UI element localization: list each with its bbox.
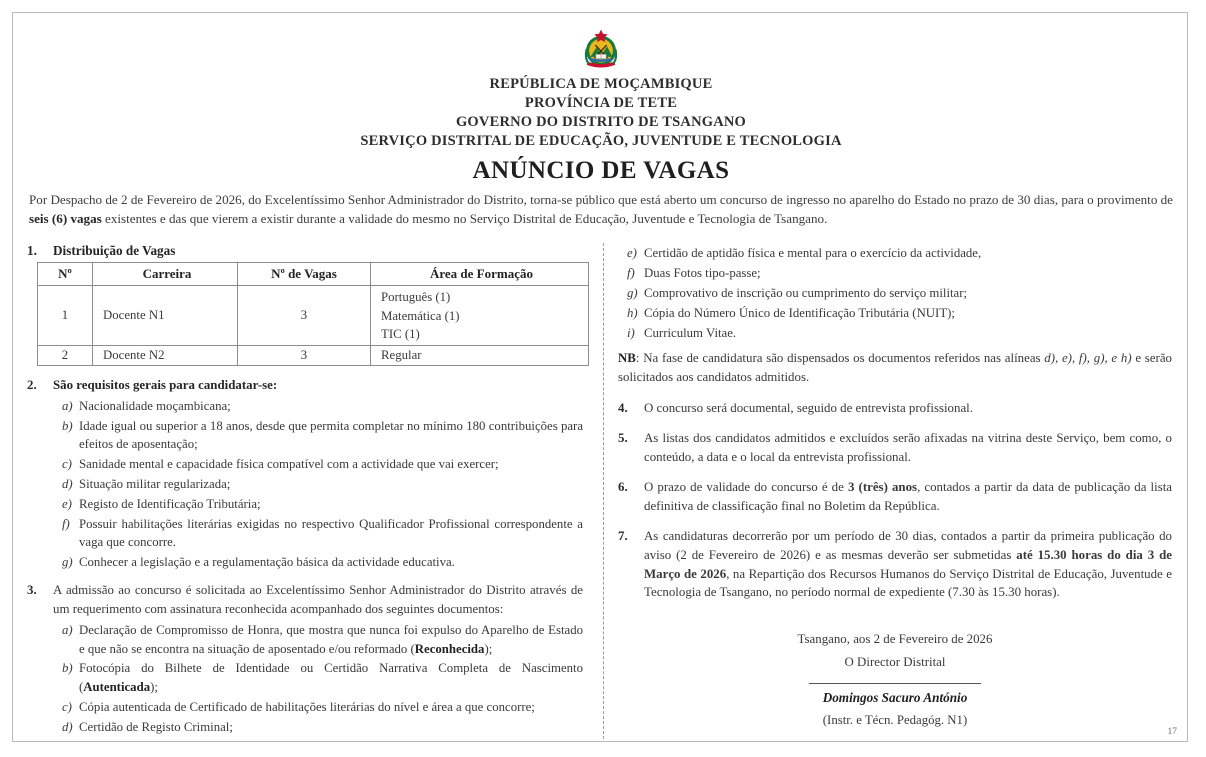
page-inner [27, 21, 1175, 733]
nb-label: NB [618, 351, 636, 366]
col-header-area: Área de Formação [371, 263, 589, 286]
section-5-text-before: As listas dos candidatos admitidos e excluídos serão afixadas na vitrina deste Serviço, bem como, o conteúdo, a data e o local da entrevista profissional. [644, 430, 1172, 464]
list-item [53, 495, 583, 514]
doc-marker-a: a) [62, 622, 73, 637]
nb-note [618, 349, 1172, 386]
intro-paragraph [27, 191, 1175, 229]
doc-text-c: Cópia autenticada de Certificado de habilitações literárias do nível e área a que concorre; [79, 700, 535, 715]
list-item [53, 455, 583, 474]
list-text-g: Conhecer a legislação e a regulamentação básica da actividade educativa. [79, 555, 455, 570]
right-column [612, 243, 1172, 738]
column-divider [603, 243, 604, 738]
list-item [618, 324, 1172, 343]
doc-text-f: Duas Fotos tipo-passe; [644, 266, 761, 281]
signature-block [618, 628, 1172, 731]
section-5-text [644, 429, 1172, 467]
org-line-governo: GOVERNO DO DISTRITO DE TSANGANO [455, 113, 747, 130]
mozambique-coat-of-arms-icon [579, 27, 623, 71]
area-line-portugues: Português (1) [381, 290, 451, 305]
doc-text-b-after: ); [150, 680, 158, 695]
signature-qualification: (Instr. e Técn. Pedagóg. N1) [822, 712, 968, 727]
cell-no-1: 1 [38, 286, 93, 345]
doc-text-b-bold: Autenticada [83, 680, 151, 695]
nb-text-before: : Na fase de candidatura são dispensados os documentos referidos nas alíneas [635, 351, 1045, 366]
table-header-row [38, 263, 589, 286]
col-header-vagas: Nº de Vagas [238, 263, 371, 286]
doc-text-d: Certidão de Registo Criminal; [79, 719, 233, 734]
doc-text-a-before: Declaração de Compromisso de Honra, que mostra que nunca foi expulso do Aparelho de Estado e que não se encontra na situação de aposentado e/ou reformado ( [79, 622, 583, 656]
cell-vagas-2: 3 [238, 345, 371, 365]
section-3-marker: 3. [27, 582, 37, 597]
signature-role-title: O Director Distrital [844, 655, 946, 670]
col-header-carreira: Carreira [93, 263, 238, 286]
list-item [53, 718, 583, 737]
col-header-no: Nº [38, 263, 93, 286]
org-line-servico: SERVIÇO DISTRITAL DE EDUCAÇÃO, JUVENTUDE E TECNOLOGIA [360, 132, 842, 149]
doc-text-b [79, 659, 583, 697]
section-3-heading [27, 581, 583, 619]
section-4-text-before: O concurso será documental, seguido de entrevista profissional. [644, 400, 973, 415]
list-marker-a: a) [62, 398, 73, 413]
section-2-list [27, 397, 583, 572]
org-line-provincia: PROVÍNCIA DE TETE [524, 94, 678, 111]
section-1-heading [27, 243, 583, 259]
cell-no-2: 2 [38, 345, 93, 365]
section-1-label: Distribuição de Vagas [53, 243, 176, 259]
section-3-label: A admissão ao concurso é solicitada ao Excelentíssimo Senhor Administrador do Distrito através de um requerimento com assinatura reconhecida acompanhado dos seguintes documentos: [53, 582, 583, 616]
list-item [618, 264, 1172, 283]
document-page [12, 12, 1188, 742]
doc-text-g: Comprovativo de inscrição ou cumprimento do serviço militar; [644, 285, 968, 300]
doc-text-i: Curriculum Vitae. [644, 325, 737, 340]
doc-marker-c: c) [62, 700, 72, 715]
list-marker-d: d) [62, 476, 73, 491]
section-5-marker: 5. [618, 430, 628, 445]
list-text-c: Sanidade mental e capacidade física compatível com a actividade que vai exercer; [79, 457, 499, 472]
section-6 [618, 478, 1172, 516]
section-7-bold: até 15.30 horas do dia 3 de Março de 2026 [644, 547, 1172, 581]
section-7-text [644, 527, 1172, 603]
two-column-body [27, 243, 1175, 738]
cell-area-2: Regular [371, 345, 589, 365]
doc-marker-b: b) [62, 661, 73, 676]
vagas-table [37, 262, 589, 365]
section-6-text [644, 478, 1172, 516]
intro-bold-vagas: seis (6) vagas [29, 211, 102, 227]
org-line-republica: REPÚBLICA DE MOÇAMBIQUE [489, 76, 713, 92]
page-title: ANÚNCIO DE VAGAS [472, 157, 730, 185]
section-2-label: São requisitos gerais para candidatar-se: [53, 377, 278, 392]
area-line-tic: TIC (1) [381, 326, 420, 341]
nb-italic-refs: d), e), f), g), e h) [1044, 351, 1132, 366]
list-item [618, 284, 1172, 303]
area-line-matematica: Matemática (1) [381, 308, 460, 323]
doc-text-b-before: Fotocópia do Bilhete de Identidade ou Certidão Narrativa Completa de Nascimento ( [79, 661, 583, 695]
section-3-list-left [27, 621, 583, 737]
list-marker-b: b) [62, 418, 73, 433]
section-4 [618, 399, 1172, 418]
signature-name: Domingos Sacuro António [822, 689, 968, 705]
section-6-text-before: O prazo de validade do concurso é de [644, 479, 848, 494]
intro-text-part2: existentes e das que vierem a existir durante a validade do mesmo no Serviço Distrital de Educação, Juventude e Tecnologia de Tsangano. [101, 211, 828, 227]
list-item [53, 553, 583, 572]
doc-text-a [79, 621, 583, 659]
doc-text-a-after: ); [484, 641, 493, 656]
list-item [53, 515, 583, 553]
list-marker-g: g) [62, 555, 73, 570]
list-text-b: Idade igual ou superior a 18 anos, desde que permita completar no mínimo 180 contribuições para efeitos de aposentação; [79, 418, 583, 452]
doc-marker-e: e) [627, 246, 637, 261]
list-marker-f: f) [62, 516, 70, 531]
signature-rule [809, 683, 981, 684]
section-7 [618, 527, 1172, 603]
list-text-d: Situação militar regularizada; [79, 476, 231, 491]
section-7-marker: 7. [618, 528, 628, 543]
cell-carreira-1: Docente N1 [93, 286, 238, 345]
intro-text-part1: Por Despacho de 2 de Fevereiro de 2026, do Excelentíssimo Senhor Administrador do Distrito, torna-se público que está aberto um concurso de ingresso no aparelho do Estado no prazo de 30 dias, para o provimento de [29, 192, 1173, 208]
list-marker-c: c) [62, 457, 72, 472]
page-number: 17 [1167, 727, 1177, 737]
section-4-marker: 4. [618, 400, 628, 415]
list-item [53, 698, 583, 717]
doc-marker-d: d) [62, 719, 73, 734]
section-3-list-right [618, 244, 1172, 342]
cell-area-1 [371, 286, 589, 345]
list-item [53, 397, 583, 416]
list-item [618, 304, 1172, 323]
section-7-text-before: As candidaturas decorrerão por um período de 30 dias, contados a partir da primeira publicação do aviso (2 de Fevereiro de 2026) e as mesmas deverão ser submetidas [644, 528, 1172, 562]
list-item [618, 244, 1172, 263]
doc-marker-f: f) [627, 266, 635, 281]
section-6-bold: 3 (três) anos [847, 479, 918, 494]
section-2-heading [27, 376, 583, 395]
document-header [27, 27, 1175, 185]
list-text-a: Nacionalidade moçambicana; [79, 398, 231, 413]
section-2-marker: 2. [27, 377, 37, 392]
doc-text-h: Cópia do Número Único de Identificação Tributária (NUIT); [644, 305, 955, 320]
doc-text-a-bold: Reconhecida [414, 641, 485, 656]
doc-text-e: Certidão de aptidão física e mental para o exercício da actividade, [644, 246, 982, 261]
cell-carreira-2: Docente N2 [93, 345, 238, 365]
table-row [38, 286, 589, 345]
table-row [38, 345, 589, 365]
nb-text-after: e serão solicitados aos candidatos admitidos. [618, 351, 1172, 385]
list-item [53, 475, 583, 494]
section-7-text-mid: , na Repartição dos Recursos Humanos do Serviço Distrital de Educação, Juventude e Tecnologia de Tsangano, no período normal de expediente (7.30 às 15.30 horas). [644, 566, 1172, 600]
list-item [53, 659, 583, 697]
section-5 [618, 429, 1172, 467]
doc-marker-g: g) [627, 285, 638, 300]
section-1-marker: 1. [27, 243, 37, 259]
list-item [53, 417, 583, 455]
list-text-e: Registo de Identificação Tributária; [79, 496, 261, 511]
left-column [27, 243, 595, 738]
list-item [53, 621, 583, 659]
signature-place-date: Tsangano, aos 2 de Fevereiro de 2026 [797, 632, 993, 647]
cell-vagas-1: 3 [238, 286, 371, 345]
section-4-text [644, 399, 1172, 418]
list-text-f: Possuir habilitações literárias exigidas no respectivo Qualificador Profissional correspondente a vaga que concorre. [79, 516, 583, 550]
doc-marker-h: h) [627, 305, 638, 320]
doc-marker-i: i) [627, 325, 635, 340]
list-marker-e: e) [62, 496, 72, 511]
section-6-marker: 6. [618, 479, 628, 494]
section-6-text-mid: , contados a partir da data de publicação da lista definitiva de classificação final no Boletim da República. [644, 479, 1173, 513]
